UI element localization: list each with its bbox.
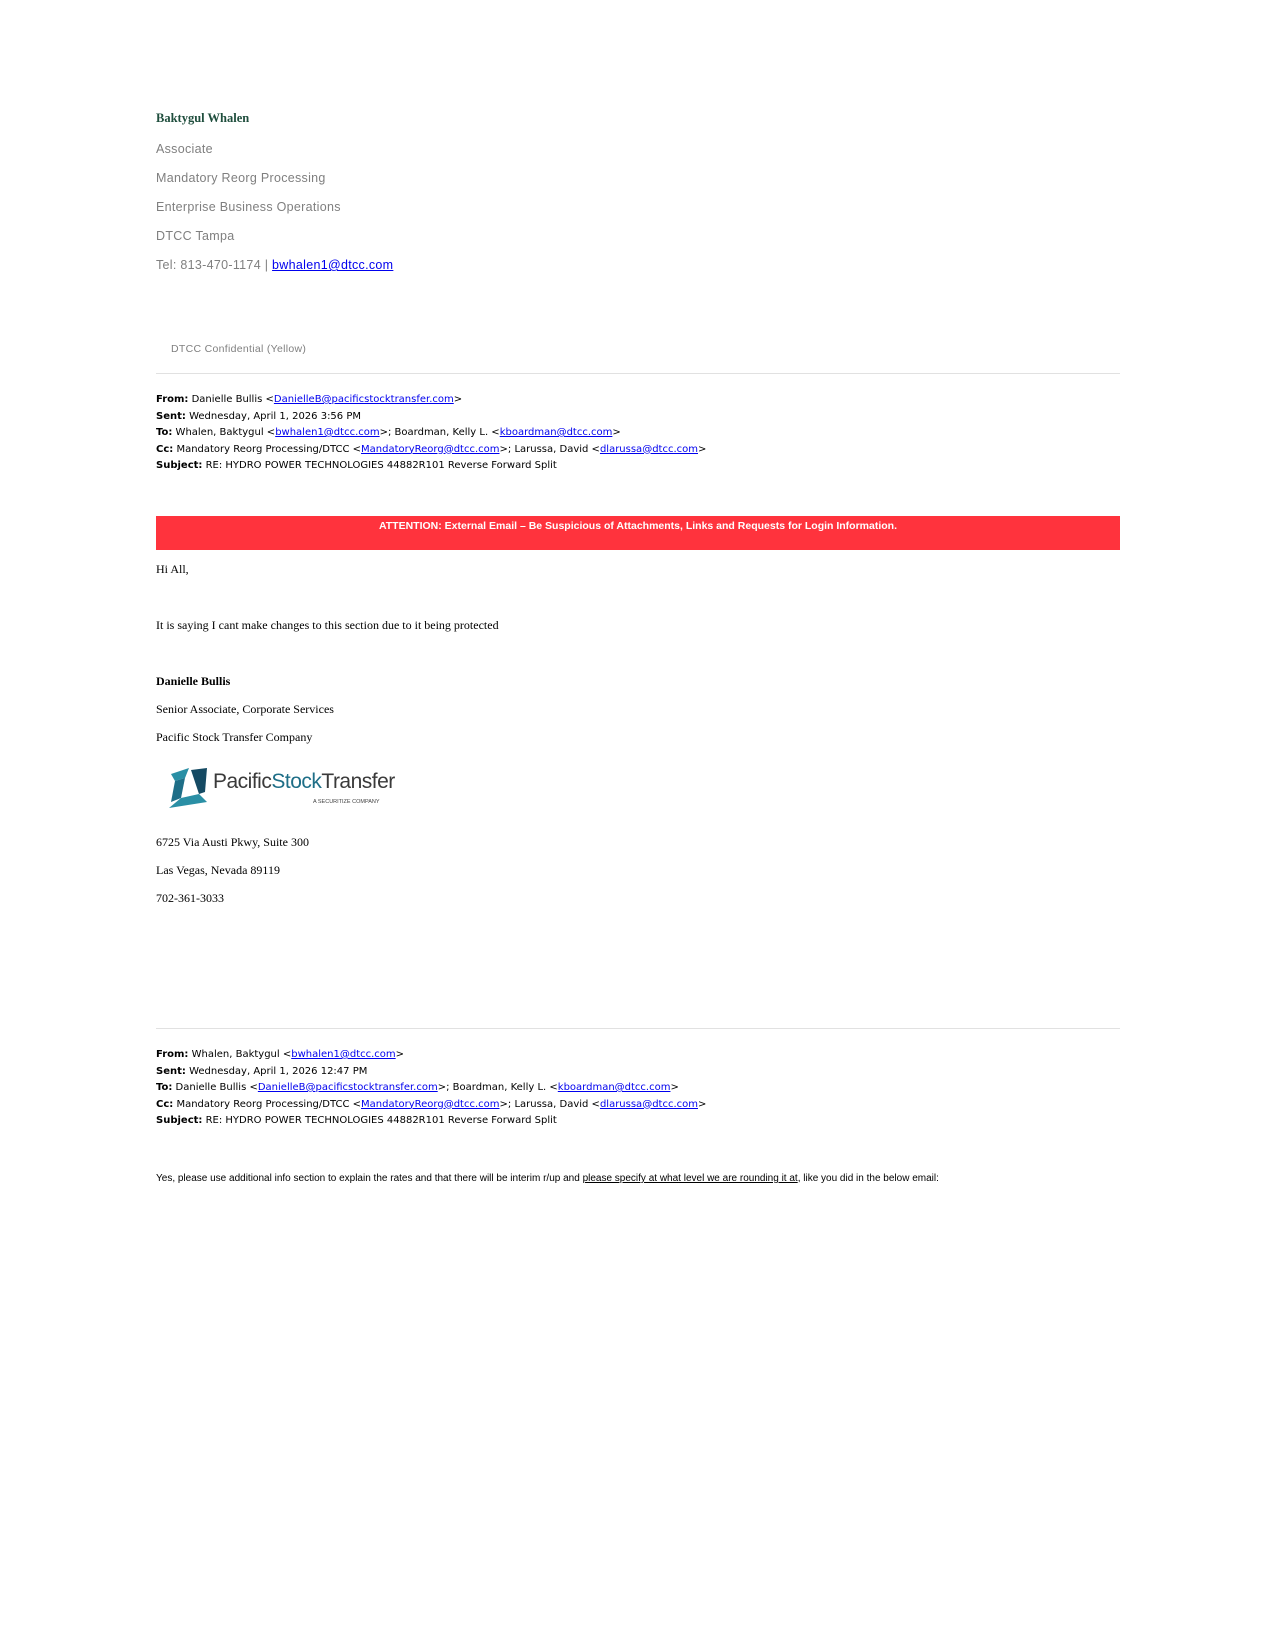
email2-subject: Subject: RE: HYDRO POWER TECHNOLOGIES 44882R101 Reverse Forward Split <box>156 1115 557 1126</box>
sender-signature-title: Senior Associate, Corporate Services <box>156 702 334 716</box>
pacific-stock-transfer-logo <box>165 764 395 810</box>
address-line-2: Las Vegas, Nevada 89119 <box>156 863 280 877</box>
signature-division: Enterprise Business Operations <box>156 200 341 214</box>
email1-cc: Cc: Mandatory Reorg Processing/DTCC <MandatoryReorg@dtcc.com>; Larussa, David <dlarussa@dtcc.com> <box>156 443 707 455</box>
email1-to: To: Whalen, Baktygul <bwhalen1@dtcc.com>; Boardman, Kelly L. <kboardman@dtcc.com> <box>156 427 621 438</box>
email2-sent: Sent: Wednesday, April 1, 2026 12:47 PM <box>156 1065 368 1077</box>
email2-to-link-1[interactable]: DanielleB@pacificstocktransfer.com <box>257 1082 438 1093</box>
email2-to-link-2[interactable]: kboardman@dtcc.com <box>557 1082 671 1093</box>
reply-message: Yes, please use additional info section to explain the rates and that there will be interim r/up and please specify at what level we are rounding it at, like you did in the below email: <box>156 1173 939 1184</box>
email1-to-link-2[interactable]: kboardman@dtcc.com <box>499 427 613 438</box>
banner-text: ATTENTION: External Email – Be Suspicious of Attachments, Links and Requests for Login Information. <box>378 520 898 532</box>
email1-to-link-1[interactable]: bwhalen1@dtcc.com <box>275 427 380 438</box>
email2-from-link[interactable]: bwhalen1@dtcc.com <box>291 1049 396 1060</box>
address-line-1: 6725 Via Austi Pkwy, Suite 300 <box>156 835 309 849</box>
phone-number: 702-361-3033 <box>156 891 224 905</box>
sender-signature-company: Pacific Stock Transfer Company <box>156 730 313 744</box>
signature-name: Baktygul Whalen <box>156 111 250 125</box>
logo-tagline: A SECURITIZE COMPANY <box>313 799 380 805</box>
sender-signature-name: Danielle Bullis <box>156 674 231 688</box>
email2-to: To: Danielle Bullis <DanielleB@pacificstocktransfer.com>; Boardman, Kelly L. <kboardman@dtcc.com> <box>156 1082 679 1093</box>
signature-email-link[interactable]: bwhalen1@dtcc.com <box>272 258 394 272</box>
email2-header <box>156 1047 706 1130</box>
email1-subject: Subject: RE: HYDRO POWER TECHNOLOGIES 44882R101 Reverse Forward Split <box>156 460 557 471</box>
email2-from: From: Whalen, Baktygul <bwhalen1@dtcc.com> <box>156 1049 405 1060</box>
email2-divider <box>156 1028 1120 1029</box>
signature-title: Associate <box>156 142 213 156</box>
greeting: Hi All, <box>156 562 189 576</box>
signature-tel: Tel: 813-470-1174 | <box>156 258 273 272</box>
email2-cc-link-2[interactable]: dlarussa@dtcc.com <box>599 1098 698 1110</box>
email1-header <box>156 392 706 475</box>
email1-cc-link-2[interactable]: dlarussa@dtcc.com <box>599 443 698 455</box>
email1-sent: Sent: Wednesday, April 1, 2026 3:56 PM <box>156 410 361 422</box>
message-text: It is saying I cant make changes to this section due to it being protected <box>156 618 499 632</box>
header-divider <box>156 373 1120 374</box>
external-email-banner <box>156 516 1120 550</box>
signature-contact <box>156 258 393 272</box>
signature-department: Mandatory Reorg Processing <box>156 171 326 185</box>
email1-cc-link-1[interactable]: MandatoryReorg@dtcc.com <box>361 443 500 455</box>
confidential-label: DTCC Confidential (Yellow) <box>171 343 307 355</box>
email1-from: From: Danielle Bullis <DanielleB@pacificstocktransfer.com> <box>156 394 463 405</box>
logo-wordmark: PacificStockTransfer <box>213 770 395 793</box>
email1-from-link[interactable]: DanielleB@pacificstocktransfer.com <box>273 394 454 405</box>
signature-location: DTCC Tampa <box>156 229 235 243</box>
emphasis-text: please specify at what level we are rounding it at <box>582 1173 798 1184</box>
email2-cc-link-1[interactable]: MandatoryReorg@dtcc.com <box>361 1098 500 1110</box>
email2-cc: Cc: Mandatory Reorg Processing/DTCC <MandatoryReorg@dtcc.com>; Larussa, David <dlarussa@dtcc.com> <box>156 1098 707 1110</box>
